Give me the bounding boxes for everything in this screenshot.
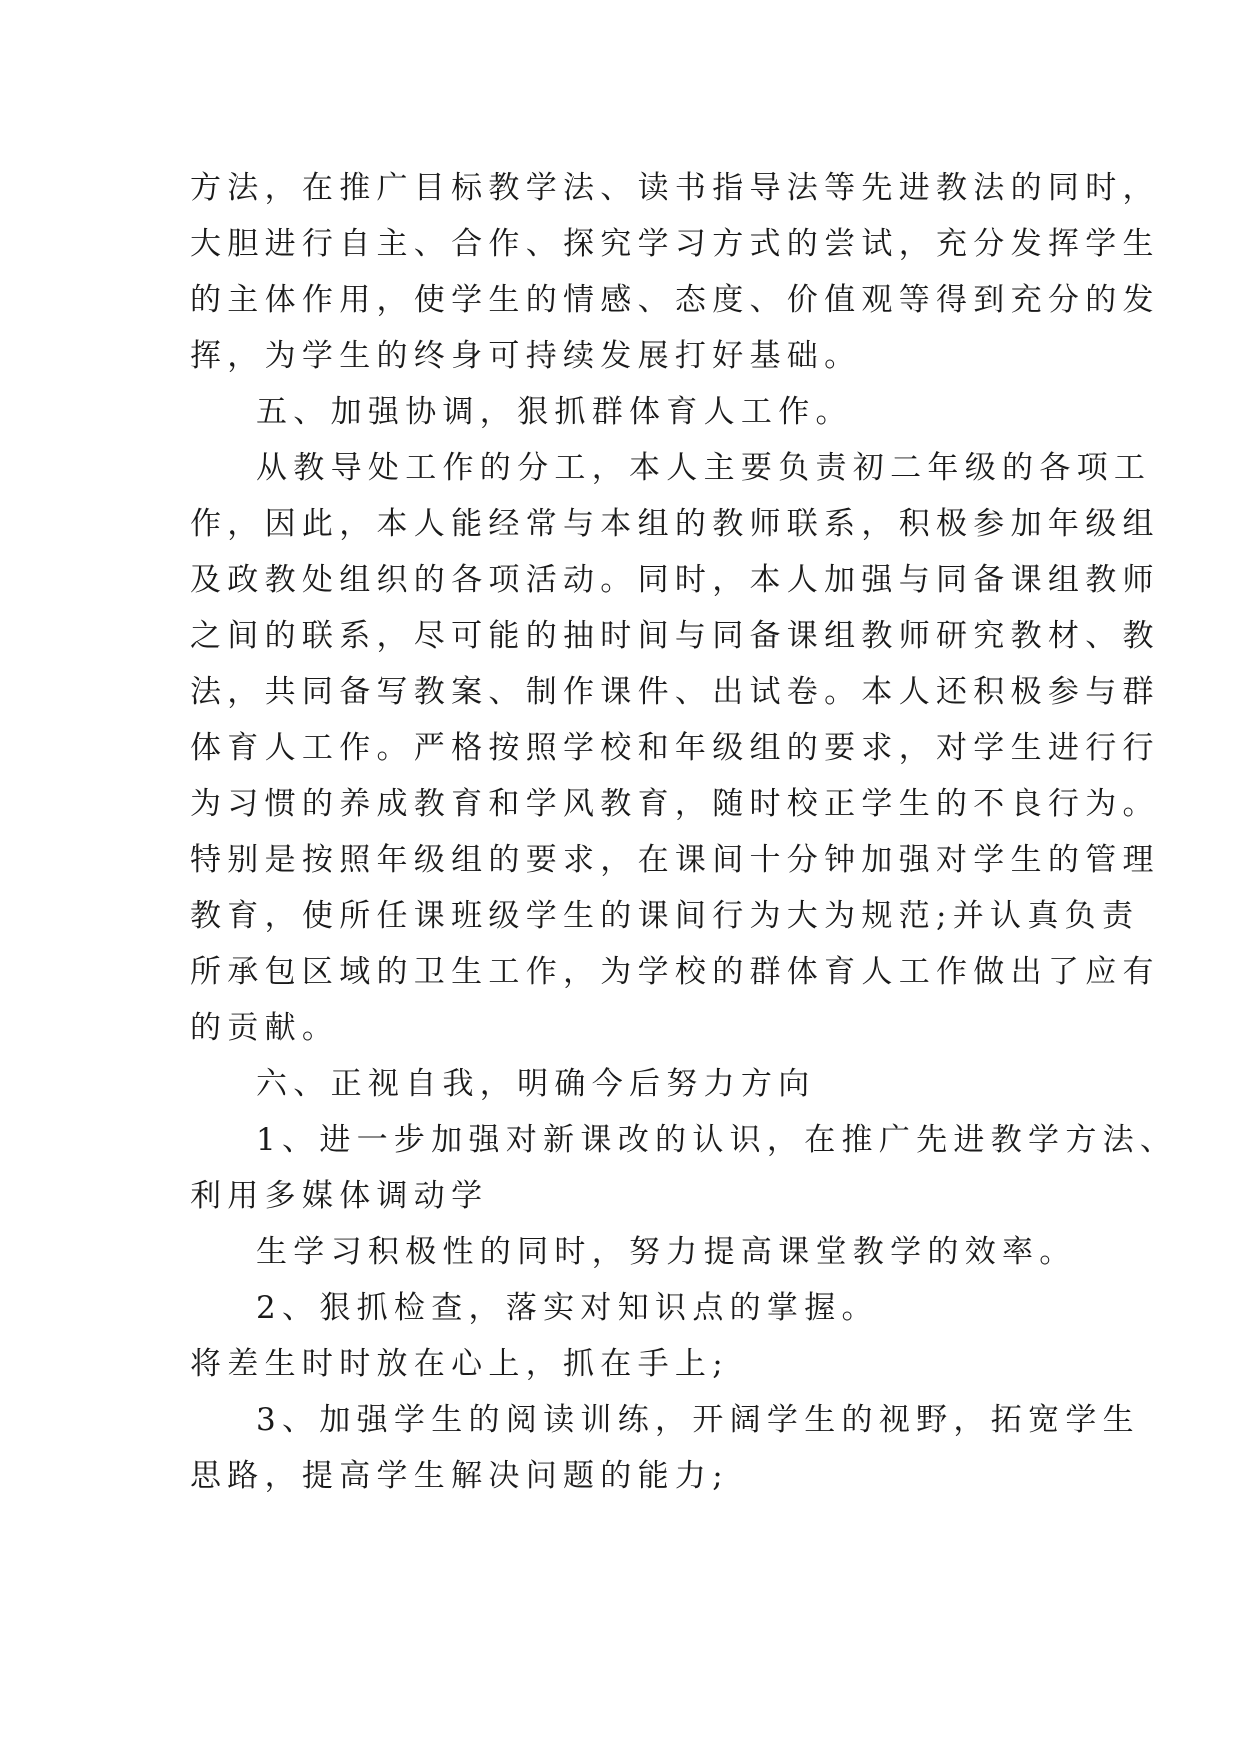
section-heading: 六、正视自我，明确今后努力方向	[256, 1066, 816, 1102]
list-item: 2、狠抓检查，落实对知识点的掌握。	[256, 1290, 879, 1326]
paragraph-line: 从教导处工作的分工，本人主要负责初二年级的各项工	[256, 450, 1152, 486]
section-heading: 五、加强协调，狠抓群体育人工作。	[256, 394, 853, 430]
paragraph-line: 特别是按照年级组的要求，在课间十分钟加强对学生的管理	[190, 842, 1160, 878]
paragraph-line: 所承包区域的卫生工作，为学校的群体育人工作做出了应有	[190, 954, 1160, 990]
paragraph-line: 思路，提高学生解决问题的能力;	[190, 1458, 729, 1494]
paragraph-line: 及政教处组织的各项活动。同时，本人加强与同备课组教师	[190, 562, 1160, 598]
list-item: 1、进一步加强对新课改的认识，在推广先进教学方法、	[256, 1122, 1178, 1158]
paragraph-line: 生学习积极性的同时，努力提高课堂教学的效率。	[256, 1234, 1077, 1270]
paragraph-line: 挥，为学生的终身可持续发展打好基础。	[190, 338, 862, 374]
paragraph-line: 利用多媒体调动学	[190, 1178, 489, 1214]
paragraph-line: 作，因此，本人能经常与本组的教师联系，积极参加年级组	[190, 506, 1160, 542]
paragraph-line: 教育，使所任课班级学生的课间行为大为规范;并认真负责	[190, 898, 1140, 934]
paragraph-line: 将差生时时放在心上，抓在手上;	[190, 1346, 729, 1382]
paragraph-line: 大胆进行自主、合作、探究学习方式的尝试，充分发挥学生	[190, 226, 1160, 262]
paragraph-line: 的主体作用，使学生的情感、态度、价值观等得到充分的发	[190, 282, 1160, 318]
paragraph-line: 之间的联系，尽可能的抽时间与同备课组教师研究教材、教	[190, 618, 1160, 654]
paragraph-line: 体育人工作。严格按照学校和年级组的要求，对学生进行行	[190, 730, 1160, 766]
paragraph-line: 为习惯的养成教育和学风教育，随时校正学生的不良行为。	[190, 786, 1160, 822]
paragraph-line: 法，共同备写教案、制作课件、出试卷。本人还积极参与群	[190, 674, 1160, 710]
list-item: 3、加强学生的阅读训练，开阔学生的视野，拓宽学生	[256, 1402, 1140, 1438]
paragraph-line: 方法，在推广目标教学法、读书指导法等先进教法的同时，	[190, 170, 1160, 206]
paragraph-line: 的贡献。	[190, 1010, 340, 1046]
